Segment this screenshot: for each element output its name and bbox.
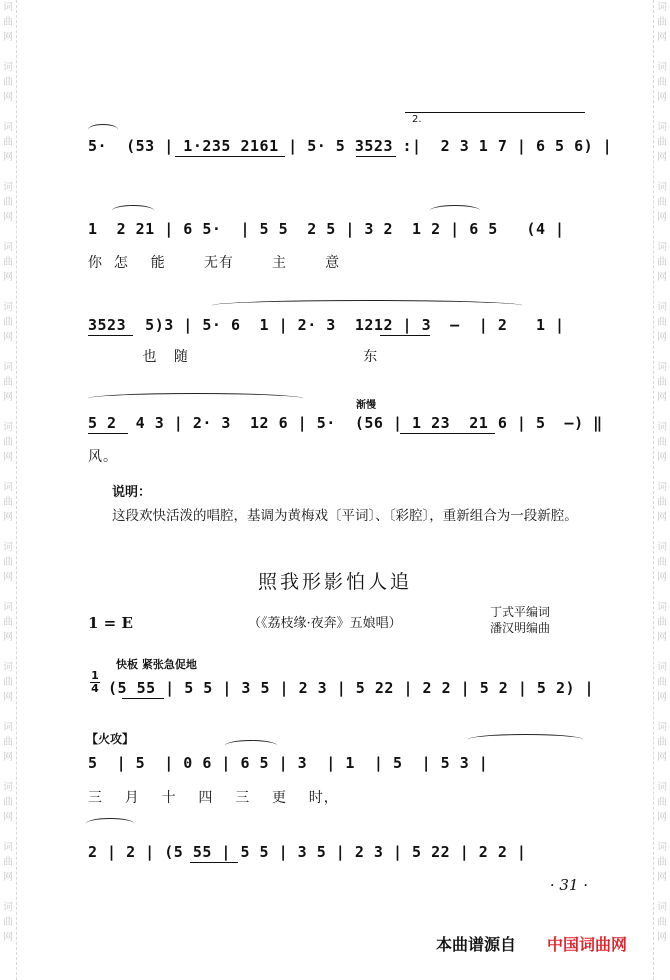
score-notes-2: 1 2 21 | 6 5· | 5 5 2 5 | 3 2 1 2 | 6 5 (4 | xyxy=(88,220,565,238)
score-notes-4: 5 2 4 3 | 2· 3 12 6 | 5· (56 | 1 23 21 6 | 5 –) ‖ xyxy=(88,414,603,432)
section-label: 【火攻】 xyxy=(86,732,135,746)
side-watermark-right: 词 曲 网 词 曲 网 词 曲 网 词 曲 网 词 曲 网 词 曲 网 词 曲 网 词 曲 网 词 曲 网 词 曲 网 词 曲 网 词 曲 网 词 曲 网 词 曲 网 词 曲 网 词 曲 网 xyxy=(657,2,667,943)
footer-source-label: 本曲谱源自 xyxy=(436,935,517,954)
phrase-slur xyxy=(88,393,303,404)
lyric-line-3: 也 随 东 xyxy=(88,349,379,365)
phrase-slur xyxy=(468,734,583,745)
beam-underline xyxy=(88,335,133,336)
slur-mark xyxy=(430,205,480,216)
score-line-1 xyxy=(88,137,613,161)
slur-mark xyxy=(112,205,154,216)
key-signature: 1 = E xyxy=(88,614,133,632)
song-notes-2: 5 | 5 | 0 6 | 6 5 | 3 | 1 | 5 | 5 3 | xyxy=(88,754,489,772)
time-signature xyxy=(90,670,100,695)
song-lyric-2: 三 月 十 四 三 更 时， xyxy=(88,790,339,806)
note-body: 这段欢快活泼的唱腔，基调为黄梅戏〔平词〕、〔彩腔〕，重新组合为一段新腔。 xyxy=(112,508,578,524)
score-line-3 xyxy=(88,316,598,340)
beam-underline xyxy=(380,335,430,336)
slur-mark xyxy=(225,740,277,751)
time-signature-bottom: 4 xyxy=(91,682,99,695)
composer-credit: 潘汉明编曲 xyxy=(490,621,551,635)
time-signature-top: 1 xyxy=(91,669,99,682)
tie-mark xyxy=(86,818,134,829)
lyricist-credit: 丁式平编词 xyxy=(490,605,551,619)
song-line-3 xyxy=(88,843,588,867)
volta-bracket xyxy=(405,112,585,113)
volta-ending-label: 2. xyxy=(412,114,422,125)
song-notes-1: (5 55 | 5 5 | 3 5 | 2 3 | 5 22 | 2 2 | 5 2 | 5 2) | xyxy=(108,679,595,697)
score-line-4 xyxy=(88,414,603,438)
right-edge-divider xyxy=(653,0,654,980)
left-edge-divider xyxy=(16,0,17,980)
beam-underline xyxy=(190,862,238,863)
lyric-line-4: 风。 xyxy=(88,449,118,465)
side-watermark-left: 词 曲 网 词 曲 网 词 曲 网 词 曲 网 词 曲 网 词 曲 网 词 曲 网 词 曲 网 词 曲 网 词 曲 网 词 曲 网 词 曲 网 词 曲 网 词 曲 网 词 曲 网 词 曲 网 xyxy=(3,2,13,943)
song-line-1 xyxy=(108,679,595,703)
score-notes-3: 3523 5)3 | 5· 6 1 | 2· 3 1212 | 3 – | 2 1 | xyxy=(88,316,565,334)
note-heading: 说明： xyxy=(112,485,152,500)
song-notes-3: 2 | 2 | (5 55 | 5 5 | 3 5 | 2 3 | 5 22 | 2 2 | xyxy=(88,843,527,861)
page-number: · 31 · xyxy=(549,876,588,894)
beam-underline xyxy=(400,433,495,434)
beam-underline xyxy=(88,433,128,434)
footer-site-link[interactable]: 中国词曲网 xyxy=(547,935,628,954)
beam-underline xyxy=(175,156,285,157)
tempo-ritardando: 渐慢 xyxy=(356,400,376,411)
tempo-marking: 快板 紧张急促地 xyxy=(116,658,197,671)
tie-mark xyxy=(88,124,118,135)
score-line-2 xyxy=(88,220,598,244)
beam-underline xyxy=(122,698,164,699)
phrase-slur xyxy=(212,300,522,311)
song-title: 照我形影怕人追 xyxy=(257,571,412,593)
song-line-2 xyxy=(88,754,588,778)
song-source: （《荔枝缘·夜奔》五娘唱） xyxy=(248,616,402,631)
score-notes-1: 5· (53 | 1·235 2161 | 5· 5 3523 :| 2 3 1 7 | 6 5 6) | xyxy=(88,137,613,155)
beam-underline xyxy=(356,156,396,157)
lyric-line-2: 你 怎 能 无有 主 意 xyxy=(88,255,341,271)
